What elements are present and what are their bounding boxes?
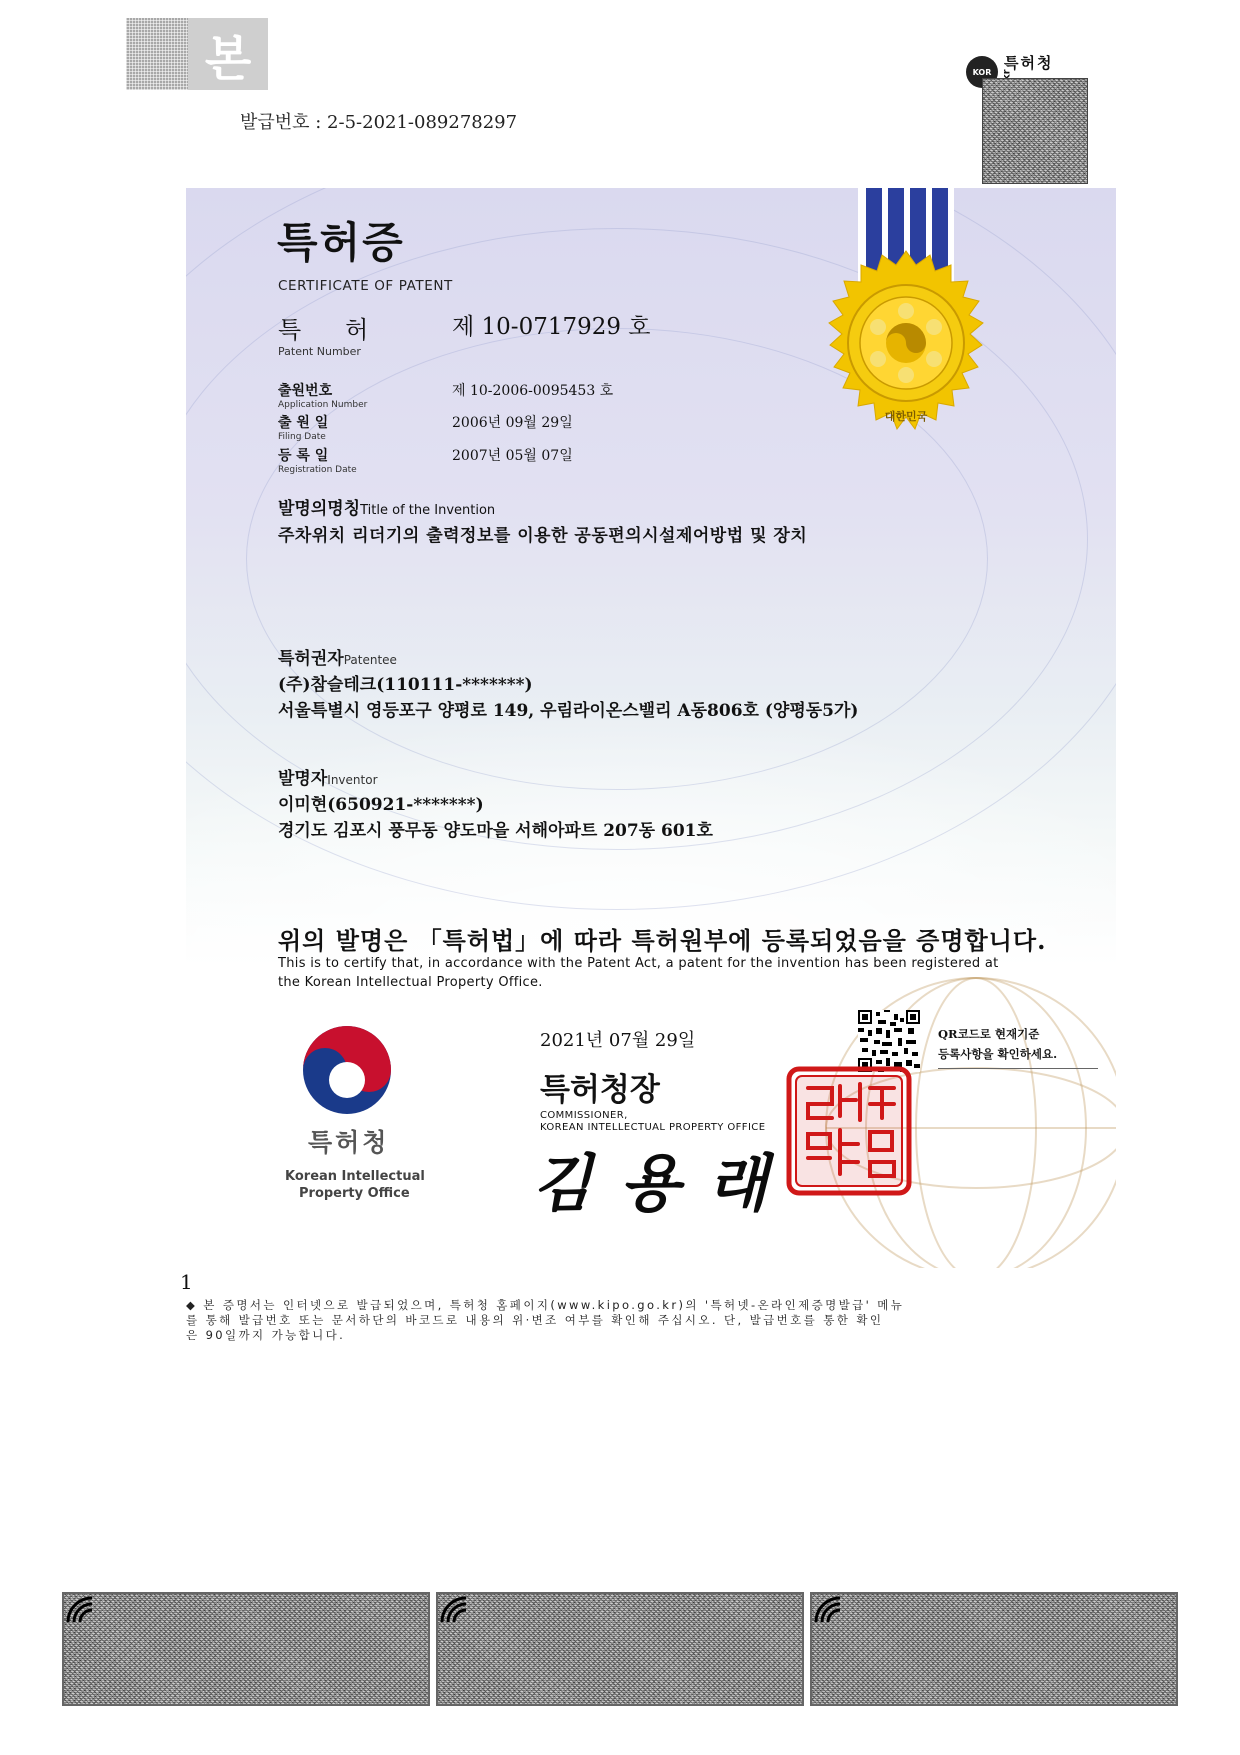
patentee-name: (주)참슬테크(110111-*******) [278, 675, 533, 695]
kipo-verification-code [960, 48, 1088, 182]
patentee-address: 서울특별시 영등포구 양평로 149, 우림라이온스밸리 A동806호 (양평동5가) [278, 701, 859, 721]
notice-line: ◆ 본 증명서는 인터넷으로 발급되었으며, 특허청 홈페이지(www.kipo.go.kr)의 '특허넷-온라인제증명발급' 메뉴 [186, 1298, 905, 1312]
inventor-address: 경기도 김포시 풍무동 양도마을 서해아파트 207동 601호 [278, 821, 713, 841]
patent-number: 제 10-0717929 호 [452, 314, 651, 340]
patent-number-en: Patent Number [278, 345, 361, 358]
inventor-label-en: Inventor [327, 773, 378, 787]
field-application [278, 380, 367, 410]
inventor-label-ko: 발명자 [278, 769, 328, 789]
commissioner-title-en-line2: KOREAN INTELLECTUAL PROPERTY OFFICE [540, 1122, 766, 1133]
signature: 김용래 [532, 1147, 796, 1220]
inventor-label [278, 764, 378, 789]
certification-statement-en-line2: the Korean Intellectual Property Office. [278, 975, 543, 990]
inventor-name: 이미현(650921-*******) [278, 795, 484, 815]
kipo-code-title: 특허청 [1004, 54, 1054, 72]
field-label-en: Registration Date [278, 465, 357, 475]
certification-statement: 위의 발명은 「특허법」에 따라 특허원부에 등록되었음을 증명합니다. [278, 926, 1047, 955]
certificate-title-en: CERTIFICATE OF PATENT [278, 278, 453, 294]
barcode-corner-icon [814, 1596, 842, 1624]
qr-note-line2: 등록사항을 확인하세요. [938, 1047, 1058, 1061]
divider [938, 1068, 1098, 1069]
barcode-corner-icon [440, 1596, 468, 1624]
medal-label: 대한민국 [884, 410, 928, 423]
field-registration-date [278, 445, 357, 475]
qr-code-graphic [858, 1010, 920, 1072]
qr-note-line1: QR코드로 현재기준 [938, 1027, 1040, 1041]
filing-date-value: 2006년 09월 29일 [452, 415, 573, 431]
invention-title-label-ko: 발명의명칭 [278, 499, 361, 519]
field-label: 등 록 일 [278, 448, 329, 464]
document-barcode[interactable] [436, 1592, 804, 1706]
invention-title: 주차위치 리더기의 출력정보를 이용한 공동편의시설제어방법 및 장치 [278, 526, 808, 546]
official-seal [786, 1066, 912, 1196]
page-number: 1 [180, 1270, 193, 1294]
stamp-pattern [126, 18, 188, 90]
field-label: 출 원 일 [278, 415, 329, 431]
kipo-logo-icon: KOR [966, 56, 998, 88]
medal-emblem [796, 188, 1036, 458]
barcode-corner-icon [66, 1596, 94, 1624]
document-barcode[interactable] [62, 1592, 430, 1706]
patentee-label [278, 644, 397, 669]
issue-number: 발급번호 : 2-5-2021-089278297 [240, 112, 518, 133]
invention-title-label [278, 494, 495, 519]
document-barcode[interactable] [810, 1592, 1178, 1706]
qr-code[interactable] [858, 1010, 920, 1072]
commissioner-title: 특허청장 [540, 1072, 660, 1108]
invention-title-label-en: Title of the Invention [360, 503, 496, 518]
issue-date: 2021년 07월 29일 [540, 1030, 696, 1051]
kipo-org-name-en-line1: Korean Intellectual [285, 1169, 425, 1184]
field-filing-date [278, 412, 328, 442]
kipo-logo-icon [292, 1018, 402, 1118]
stamp-glyph: 본 [204, 30, 252, 87]
patentee-label-en: Patentee [343, 653, 397, 667]
kipo-org-name: 특허청 [308, 1128, 390, 1157]
field-label-en: Filing Date [278, 432, 326, 442]
notice-line: 은 90일까지 가능합니다. [186, 1328, 346, 1342]
verification-2d-code[interactable] [982, 78, 1088, 184]
certificate-title: 특허증 [277, 218, 405, 267]
field-label-en: Application Number [278, 400, 368, 410]
registration-date-value: 2007년 05월 07일 [452, 448, 573, 464]
commissioner-title-en-line1: COMMISSIONER, [540, 1110, 628, 1121]
application-number-value: 제 10-2006-0095453 호 [452, 383, 614, 399]
kipo-org-name-en-line2: Property Office [299, 1186, 410, 1201]
notice-line: 를 통해 발급번호 또는 문서하단의 바코드로 내용의 위·변조 여부를 확인해 주십시오. 단, 발급번호를 통한 확인 [186, 1313, 884, 1327]
certification-statement-en-line1: This is to certify that, in accordance with the Patent Act, a patent for the invention has been registered at [278, 956, 999, 971]
patent-certificate [186, 188, 1116, 1268]
patent-label: 특허 [278, 316, 413, 344]
patentee-label-ko: 특허권자 [278, 649, 344, 669]
original-stamp [126, 18, 268, 90]
field-label: 출원번호 [278, 383, 333, 399]
